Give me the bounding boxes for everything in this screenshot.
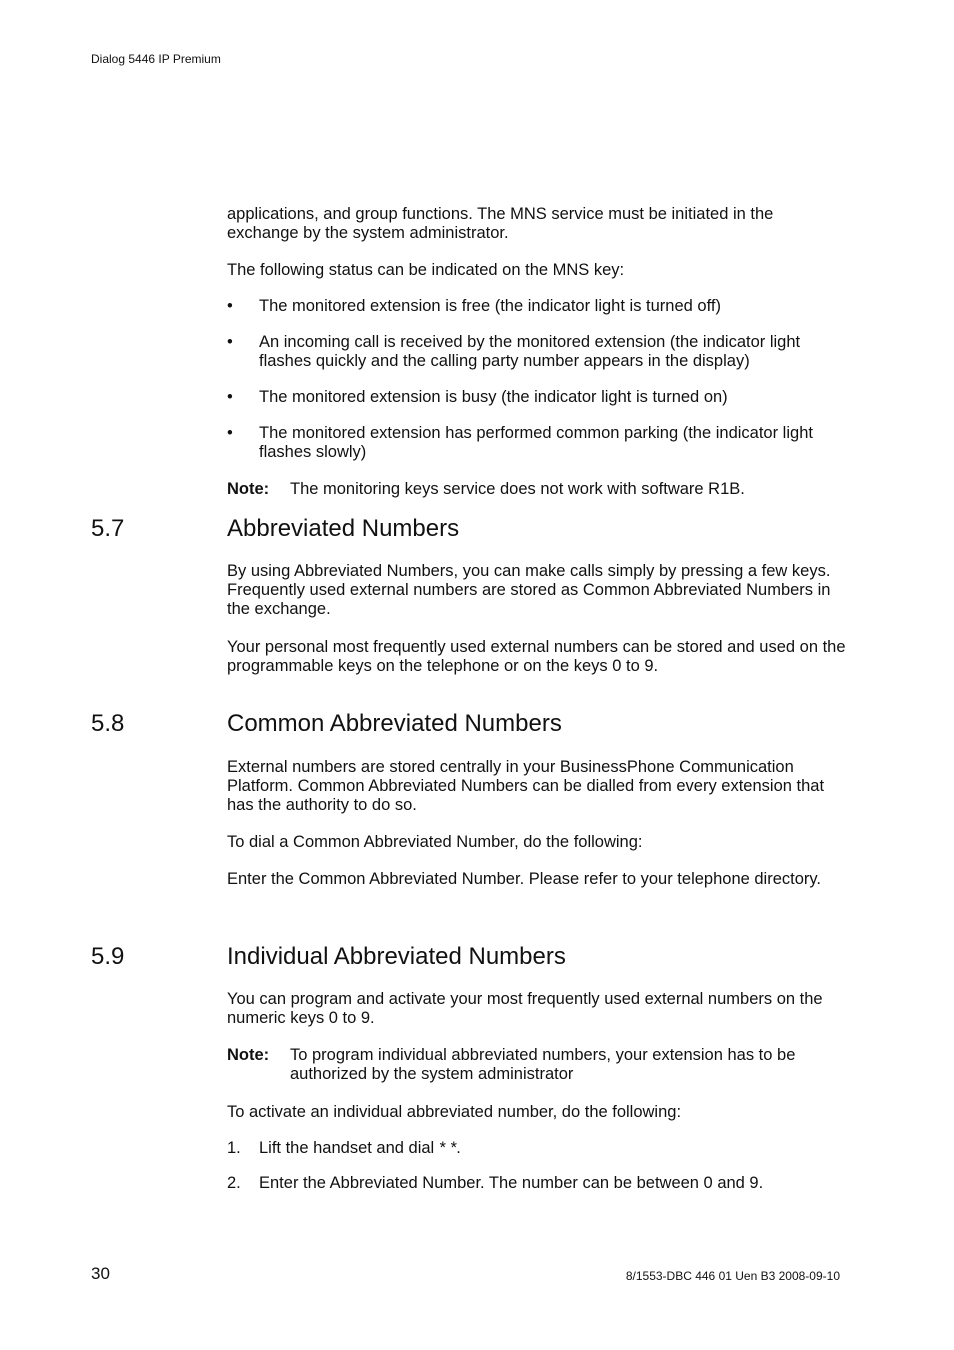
paragraph: To activate an individual abbreviated number, do the following:	[227, 1103, 682, 1121]
section-number: 5.8	[91, 710, 125, 737]
note	[227, 480, 847, 499]
document-id: 8/1553-DBC 446 01 Uen B3 2008-09-10	[625, 1269, 840, 1283]
section-title: Common Abbreviated Numbers	[227, 710, 562, 737]
note-label: Note:	[227, 480, 270, 498]
bullet-icon: •	[227, 297, 233, 315]
running-header: Dialog 5446 IP Premium	[91, 52, 221, 66]
note	[227, 1046, 847, 1084]
paragraph: The following status can be indicated on the MNS key:	[227, 261, 625, 279]
note-text: The monitoring keys service does not work with software R1B.	[290, 480, 745, 498]
key-sequence: * *	[438, 1139, 457, 1157]
bullet-icon: •	[227, 333, 233, 351]
paragraph: Enter the Common Abbreviated Number. Please refer to your telephone directory.	[227, 870, 822, 888]
section-title: Abbreviated Numbers	[227, 515, 460, 542]
list-item	[227, 333, 847, 371]
bullet-icon: •	[227, 388, 233, 406]
paragraph: You can program and activate your most frequently used external numbers on the numeric keys 0 to 9.	[227, 990, 823, 1027]
list-item-text: The monitored extension is free (the indicator light is turned off)	[259, 297, 721, 315]
page-number: 30	[91, 1264, 110, 1283]
paragraph: By using Abbreviated Numbers, you can make calls simply by pressing a few keys. Frequently used external numbers are stored as Common Abbreviated Numbers in the exchange.	[227, 562, 831, 618]
note-text: To program individual abbreviated numbers, your extension has to be authorized by the system administrator	[290, 1046, 796, 1083]
paragraph: To dial a Common Abbreviated Number, do the following:	[227, 833, 643, 851]
note-label: Note:	[227, 1046, 270, 1064]
step-text: Lift the handset and dial * *.	[259, 1139, 461, 1157]
step-item	[227, 1139, 847, 1158]
paragraph: applications, and group functions. The MNS service must be initiated in the exchange by the system administrator.	[227, 205, 774, 242]
section-title: Individual Abbreviated Numbers	[227, 943, 566, 970]
step-item	[227, 1174, 847, 1193]
paragraph: Your personal most frequently used external numbers can be stored and used on the programmable keys on the telephone or on the keys 0 to 9.	[227, 638, 846, 675]
section-number: 5.9	[91, 943, 125, 970]
step-number: 2.	[227, 1174, 241, 1192]
bullet-icon: •	[227, 424, 233, 442]
paragraph: External numbers are stored centrally in your BusinessPhone Communication Platform. Common Abbreviated Numbers can be dialled from every extension that has the authority to do so.	[227, 758, 825, 814]
list-item-text: The monitored extension is busy (the indicator light is turned on)	[259, 388, 728, 406]
list-item-text: The monitored extension has performed common parking (the indicator light flashes slowly)	[259, 424, 813, 461]
step-text: Enter the Abbreviated Number. The number can be between 0 and 9.	[259, 1174, 764, 1192]
list-item	[227, 297, 847, 316]
list-item	[227, 424, 847, 462]
list-item	[227, 388, 847, 407]
step-number: 1.	[227, 1139, 241, 1157]
list-item-text: An incoming call is received by the monitored extension (the indicator light flashes quickly and the calling party number appears in the display)	[259, 333, 801, 370]
section-number: 5.7	[91, 515, 125, 542]
